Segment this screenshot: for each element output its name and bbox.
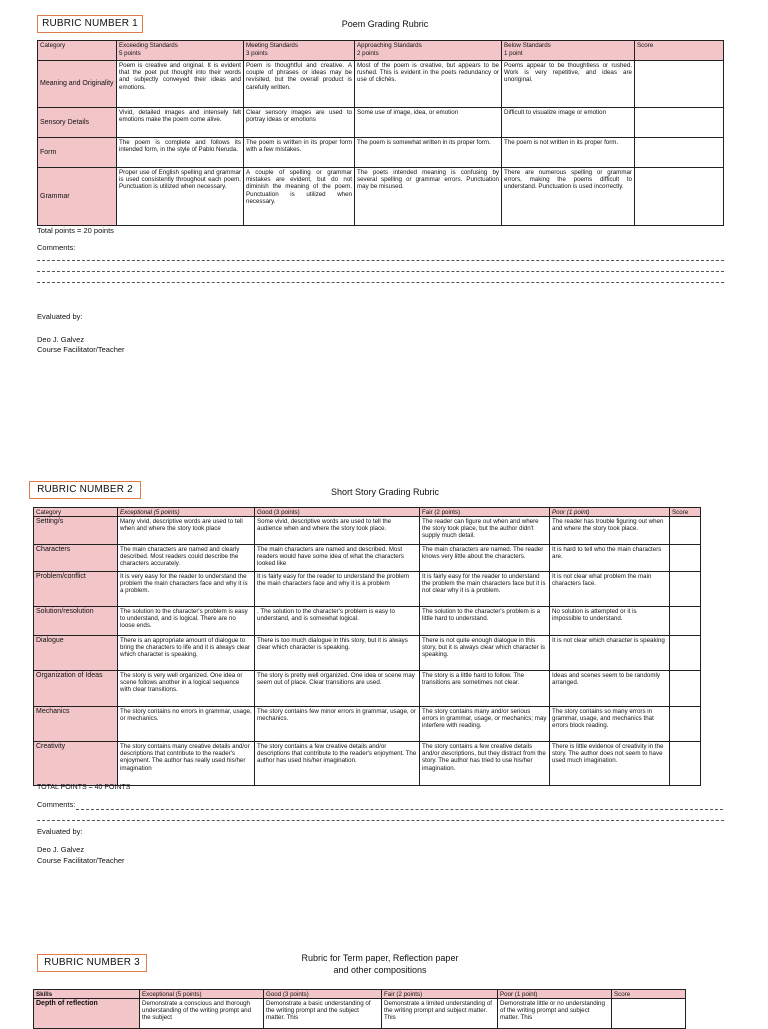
rubric-2-evaluator-role: Course Facilitator/Teacher (37, 856, 125, 865)
table-cell: Difficult to visualize image or emotion (502, 108, 635, 138)
row-category: Dialogue (34, 636, 118, 671)
row-category: Characters (34, 545, 118, 572)
comment-line[interactable] (37, 282, 724, 283)
table-cell: The story contains so many errors in grammar, usage, and mechanics that errors block reading. (550, 707, 670, 742)
score-cell[interactable] (670, 636, 701, 671)
comment-line[interactable] (37, 820, 724, 821)
rubric-2-header-row (34, 508, 701, 517)
rubric-2-table (33, 507, 701, 786)
table-cell: It is fairly easy for the reader to understand the problem the main characters face and why it is a problem (255, 572, 420, 607)
row-category: Problem/conflict (34, 572, 118, 607)
table-row (34, 572, 701, 607)
table-cell: Demonstrate a conscious and thorough understanding of the writing prompt and the subject (140, 999, 264, 1029)
header-cell: Category (38, 41, 117, 61)
header-cell: Poor (1 point) (498, 990, 612, 999)
table-cell: Poems appear to be thoughtless or rushed. Work is very repetitive, and ideas are unoriginal. (502, 61, 635, 108)
table-cell: Some vivid, descriptive words are used to tell the audience when and where the story took place. (255, 517, 420, 545)
row-category: Grammar (38, 168, 117, 226)
rubric-2-evaluator-name: Deo J. Galvez (37, 845, 85, 854)
score-cell[interactable] (670, 671, 701, 707)
table-row (34, 517, 701, 545)
table-cell: The story contains no errors in grammar, usage, or mechanics. (118, 707, 255, 742)
table-row (38, 138, 724, 168)
table-row (38, 168, 724, 226)
header-cell: Below Standards 1 point (502, 41, 635, 61)
table-cell: There is not quite enough dialogue in this story, but it is always clear which character is speaking. (420, 636, 550, 671)
rubric-3-title-line2: and other compositions (333, 965, 427, 975)
table-cell: It is very easy for the reader to understand the problem the main characters face and why it is a problem. (118, 572, 255, 607)
table-row (34, 636, 701, 671)
rubric-3-header-row (34, 990, 686, 999)
table-cell: The story is very well organized. One idea or scene follows another in a logical sequence with clear transitions. (118, 671, 255, 707)
table-cell: The solution to the character's problem is a little hard to understand. (420, 607, 550, 636)
table-cell: The story is a little hard to follow. The transitions are sometimes not clear. (420, 671, 550, 707)
rubric-3-title-line1: Rubric for Term paper, Reflection paper (301, 953, 459, 963)
row-category: Solution/resolution (34, 607, 118, 636)
rubric-2-title: Short Story Grading Rubric (330, 487, 440, 497)
table-cell: Some use of image, idea, or emotion (355, 108, 502, 138)
rubric-3-label: RUBRIC NUMBER 3 (37, 954, 147, 972)
table-cell: The story is pretty well organized. One idea or scene may seem out of place. Clear transitions are used. (255, 671, 420, 707)
table-cell: Poem is creative and original. It is evident that the poet put thought into their words and subjectly conveyed their ideas and emotions. (117, 61, 244, 108)
table-row (38, 108, 724, 138)
row-category: Sensory Details (38, 108, 117, 138)
score-cell[interactable] (635, 61, 724, 108)
rubric-1-title: Poem Grading Rubric (341, 19, 429, 29)
table-row (34, 671, 701, 707)
table-cell: The main characters are named. The reader knows very little about the characters. (420, 545, 550, 572)
table-cell: . The solution to the character's problem is easy to understand, and is somewhat logical. (255, 607, 420, 636)
table-cell: The story contains many and/or serious errors in grammar, usage, or mechanics; may interfere with reading. (420, 707, 550, 742)
header-cell: Score (635, 41, 724, 61)
header-cell: Score (670, 508, 701, 517)
header-cell: Meeting Standards 3 points (244, 41, 355, 61)
table-cell: The solution to the character's problem is easy to understand, and is logical. There are no loose ends. (118, 607, 255, 636)
row-category: Meaning and Originality (38, 61, 117, 108)
header-cell: Fair (2 points) (382, 990, 498, 999)
table-cell: A couple of spelling or grammar mistakes are evident, but do not diminish the meaning of the poem. Punctuation is utilized when necessary. (244, 168, 355, 226)
score-cell[interactable] (670, 572, 701, 607)
table-cell: The story contains few minor errors in grammar, usage, or mechanics. (255, 707, 420, 742)
rubric-1-evaluated-by: Evaluated by: (37, 312, 83, 321)
table-cell: The story contains a few creative details and/or descriptions that contribute to the reader's enjoyment. The author has used his/her imagination. (255, 742, 420, 786)
table-cell: The reader has trouble figuring out when and where the story took place. (550, 517, 670, 545)
table-cell: Poem is thoughtful and creative. A couple of phrases or ideas may be revisited, but the overall product is carefully written. (244, 61, 355, 108)
table-cell: There is an appropriate amount of dialogue to bring the characters to life and it is always clear which character is speaking. (118, 636, 255, 671)
table-cell: Proper use of English spelling and grammar is used consistently throughout each poem. Punctuation is utilized when necessary. (117, 168, 244, 226)
table-cell: No solution is attempted or it is impossible to understand. (550, 607, 670, 636)
header-cell: Good (3 points) (255, 508, 420, 517)
table-row (34, 607, 701, 636)
rubric-2-comments-label: Comments: (37, 800, 76, 809)
row-category: Creativity (34, 742, 118, 786)
rubric-1-label: RUBRIC NUMBER 1 (37, 15, 143, 33)
table-cell: There is too much dialogue in this story, but it is always clear which character is speaking. (255, 636, 420, 671)
table-cell: The poem is not written in its proper form. (502, 138, 635, 168)
row-category: Depth of reflection (34, 999, 140, 1029)
rubric-1-comments-label: Comments: (37, 243, 76, 252)
table-cell: The poem is complete and follows its intended form, in the style of Pablo Neruda. (117, 138, 244, 168)
table-cell: There is little evidence of creativity in the story. The author does not seem to have used much imagination. (550, 742, 670, 786)
table-cell: It is hard to tell who the main characters are. (550, 545, 670, 572)
score-cell[interactable] (635, 108, 724, 138)
row-category: Setting/s (34, 517, 118, 545)
score-cell[interactable] (670, 607, 701, 636)
table-cell: It is fairly easy for the reader to understand the problem the main characters face but it is not clear why it is a problem. (420, 572, 550, 607)
table-cell: Most of the poem is creative, but appears to be rushed. This is evident in the poets redundancy or use of clichés. (355, 61, 502, 108)
score-cell[interactable] (670, 707, 701, 742)
table-cell: Demonstrate a limited understanding of the writing prompt and subject matter. This (382, 999, 498, 1029)
header-cell: Exceptional (5 points) (140, 990, 264, 999)
header-cell: Score (612, 990, 686, 999)
comment-line[interactable] (37, 260, 724, 261)
table-cell: Demonstrate little or no understanding of the writing prompt and subject matter. This (498, 999, 612, 1029)
header-cell: Exceeding Standards 5 points (117, 41, 244, 61)
table-cell: Vivid, detailed images and intensely felt emotions make the poem come alive. (117, 108, 244, 138)
table-cell: Demonstrate a basic understanding of the writing prompt and the subject matter. This (264, 999, 382, 1029)
table-cell: Many vivid, descriptive words are used to tell when and where the story took place (118, 517, 255, 545)
rubric-1-evaluator-role: Course Facilitator/Teacher (37, 345, 125, 354)
table-cell: Clear sensory images are used to portray ideas or emotions (244, 108, 355, 138)
table-cell: It is not clear which character is speaking (550, 636, 670, 671)
table-cell: The story contains a few creative details and/or descriptions, but they distract from the story. The author has tried to use his/her imagination. (420, 742, 550, 786)
score-cell[interactable] (670, 742, 701, 786)
table-cell: Ideas and scenes seem to be randomly arranged. (550, 671, 670, 707)
score-cell[interactable] (635, 138, 724, 168)
table-cell: It is not clear what problem the main characters face. (550, 572, 670, 607)
header-cell: Approaching Standards 2 points (355, 41, 502, 61)
table-cell: The poets intended meaning is confusing by several spelling or grammar errors. Punctuation may be misused. (355, 168, 502, 226)
header-cell: Skills (34, 990, 140, 999)
table-cell: The main characters are named and described. Most readers would have some idea of what the characters looked like (255, 545, 420, 572)
header-cell: Category (34, 508, 118, 517)
score-cell[interactable] (635, 168, 724, 226)
row-category: Form (38, 138, 117, 168)
rubric-1-evaluator-name: Deo J. Galvez (37, 335, 85, 344)
table-cell: The poem is written in its proper form with a few mistakes. (244, 138, 355, 168)
table-row (34, 742, 701, 786)
rubric-1-table (37, 40, 724, 226)
score-cell[interactable] (612, 999, 686, 1029)
rubric-3-table (33, 989, 686, 1029)
rubric-1-header-row (38, 41, 724, 61)
comment-line[interactable] (76, 809, 723, 810)
table-cell: There are numerous spelling or grammar errors, making the poems difficult to understand. Punctuation is used incorrectly. (502, 168, 635, 226)
rubric-2-label: RUBRIC NUMBER 2 (29, 481, 141, 499)
table-cell: The poem is somewhat written in its proper form. (355, 138, 502, 168)
table-cell: The story contains many creative details and/or descriptions that contribute to the reader's enjoyment. The author has really used his/her imagination (118, 742, 255, 786)
header-cell: Good (3 points) (264, 990, 382, 999)
header-cell: Exceptional (5 points) (118, 508, 255, 517)
table-cell: The reader can figure out when and where the story took place, but the author didn't supply much detail. (420, 517, 550, 545)
row-category: Organization of Ideas (34, 671, 118, 707)
rubric-1-total: Total points = 20 points (37, 226, 114, 235)
table-cell: The main characters are named and clearly described. Most readers could describe the characters accurately. (118, 545, 255, 572)
header-cell: Poor (1 point) (550, 508, 670, 517)
comment-line[interactable] (37, 271, 724, 272)
table-row (34, 999, 686, 1029)
score-cell[interactable] (670, 545, 701, 572)
table-row (34, 545, 701, 572)
table-row (38, 61, 724, 108)
row-category: Mechanics (34, 707, 118, 742)
header-cell: Fair (2 points) (420, 508, 550, 517)
score-cell[interactable] (670, 517, 701, 545)
rubric-2-evaluated-by: Evaluated by: (37, 827, 83, 836)
table-row (34, 707, 701, 742)
rubric-2-total: TOTAL POINTS = 40 POINTS (37, 784, 131, 791)
